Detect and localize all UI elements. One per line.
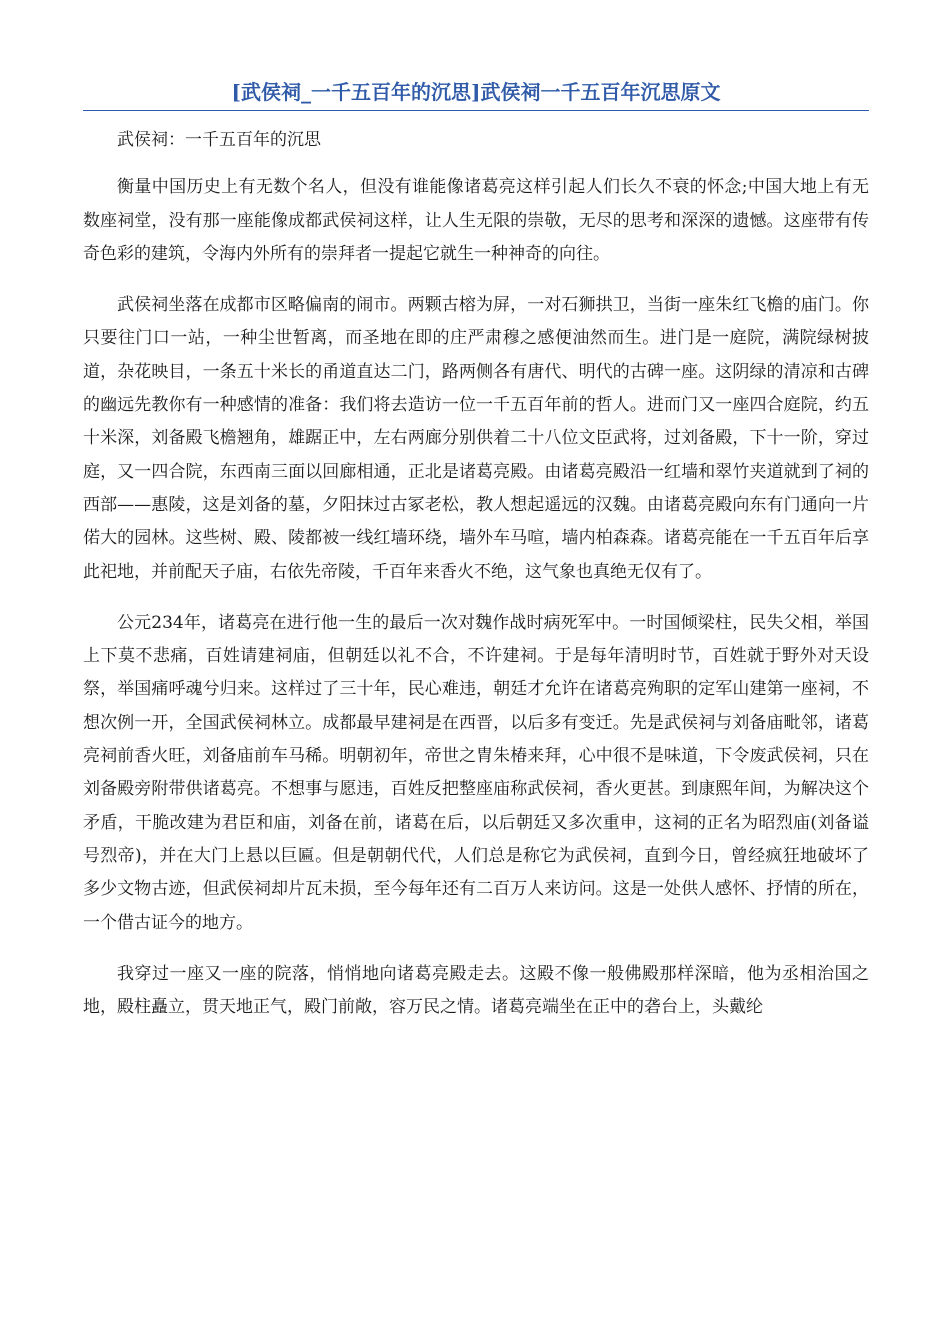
- paragraph-2: 武侯祠坐落在成都市区略偏南的闹市。两颗古榕为屏，一对石狮拱卫，当街一座朱红飞檐的庙门。你只要往门口一站，一种尘世暂离，而圣地在即的庄严肃穆之感便油然而生。进门是一庭院，满院绿树披道，杂花映目，一条五十米长的甬道直达二门，路两侧各有唐代、明代的古碑一座。这阴绿的清凉和古碑的幽远先教你有一种感情的准备：我们将去造访一位一千五百年前的哲人。进而门又一座四合庭院，约五十米深，刘备殿飞檐翘角，雄踞正中，左右两廊分别供着二十八位文臣武将，过刘备殿，下十一阶，穿过庭，又一四合院，东西南三面以回廊相通，正北是诸葛亮殿。由诸葛亮殿沿一红墙和翠竹夹道就到了祠的西部——惠陵，这是刘备的墓，夕阳抹过古冢老松，教人想起遥远的汉魏。由诸葛亮殿向东有门通向一片偌大的园林。这些树、殿、陵都被一线红墙环绕，墙外车马喧，墙内柏森森。诸葛亮能在一千五百年后享此祀地，并前配天子庙，右依先帝陵，千百年来香火不绝，这气象也真绝无仅有了。: [83, 295, 869, 582]
- article-subtitle: 武侯祠：一千五百年的沉思: [117, 130, 321, 150]
- title-underline: [83, 110, 869, 111]
- document-title: [武侯祠_一千五百年的沉思]武侯祠一千五百年沉思原文: [231, 80, 721, 104]
- document-body: [83, 124, 869, 1042]
- paragraph-3: 公元234年，诸葛亮在进行他一生的最后一次对魏作战时病死军中。一时国倾梁柱，民失父相，举国上下莫不悲痛，百姓请建祠庙，但朝廷以礼不合，不许建祠。于是每年清明时节，百姓就于野外对天设祭，举国痛呼魂兮归来。这样过了三十年，民心难违，朝廷才允许在诸葛亮殉职的定军山建第一座祠，不想次例一开，全国武侯祠林立。成都最早建祠是在西晋，以后多有变迁。先是武侯祠与刘备庙毗邻，诸葛亮祠前香火旺，刘备庙前车马稀。明朝初年，帝世之胄朱椿来拜，心中很不是味道，下令废武侯祠，只在刘备殿旁附带供诸葛亮。不想事与愿违，百姓反把整座庙称武侯祠，香火更甚。到康熙年间，为解决这个矛盾，干脆改建为君臣和庙，刘备在前，诸葛在后，以后朝廷又多次重申，这祠的正名为昭烈庙(刘备谥号烈帝)，并在大门上悬以巨匾。但是朝朝代代，人们总是称它为武侯祠，直到今日，曾经疯狂地破坏了多少文物古迹，但武侯祠却片瓦未损，至今每年还有二百万人来访问。这是一处供人感怀、抒情的所在，一个借古证今的地方。: [83, 612, 869, 933]
- paragraph-4: 我穿过一座又一座的院落，悄悄地向诸葛亮殿走去。这殿不像一般佛殿那样深暗，他为丞相治国之地，殿柱矗立，贯天地正气，殿门前敞，容万民之情。诸葛亮端坐在正中的砻台上，头戴纶: [83, 963, 869, 1018]
- paragraph-1: 衡量中国历史上有无数个名人，但没有谁能像诸葛亮这样引起人们长久不衰的怀念;中国大地上有无数座祠堂，没有那一座能像成都武侯祠这样，让人生无限的崇敬，无尽的思考和深深的遗憾。这座带有传奇色彩的建筑，令海内外所有的崇拜者一提起它就生一种神奇的向往。: [83, 177, 869, 264]
